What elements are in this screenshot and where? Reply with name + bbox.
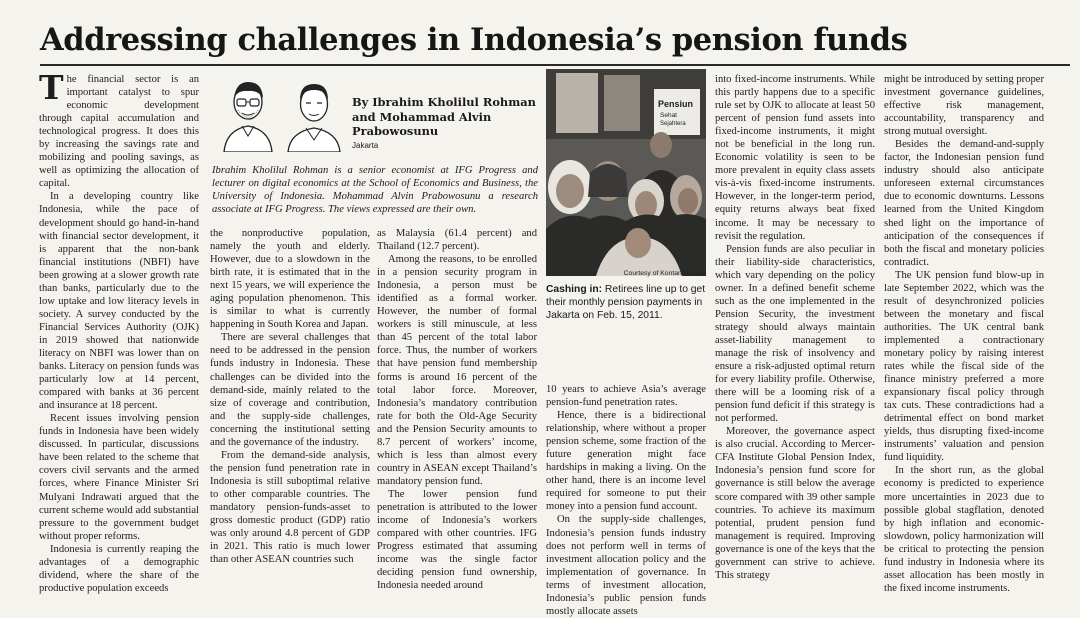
paragraph xyxy=(39,68,199,190)
paragraph: In the short run, as the global economy is predicted to experience more uncertainties in 2023 due to possible global stagflation, denoted by high inflation and economic-slowdown, policy harmonization will be critical to protecting the pension fund industry in Indonesia where its asset allocation has been mostly in the fixed income instruments. xyxy=(884,465,1044,594)
paragraph: as Malaysia (61.4 percent) and Thailand (12.7 percent). xyxy=(377,228,537,253)
paragraph: In a developing country like Indonesia, while the pace of development should go hand-in-hand with financial sector development, it is apparent that the non-bank financial institutions (NBFI) have been growing at a slower growth rate than banks, particularly due to the low uptake and low literacy levels in society. A survey conducted by the Financial Services Authority (OJK) in 2019 showed that nationwide literacy on NBFI was lower than on banks. Literacy on pension funds was particularly low at 14 percent, compared with banks at 36 percent and insurance at 18 percent. xyxy=(39,191,199,412)
paragraph: There are several challenges that need to be addressed in the pension funds industry in Indonesia. These challenges can be divided into the demand-side, mainly related to the size of coverage and contribution, and the supply-side challenges, concerning the institutional setting and the governance of the industry. xyxy=(210,332,370,448)
paragraph: Indonesia is currently reaping the advantages of a demographic dividend, where the share of the productive population exceeds xyxy=(39,543,199,594)
paragraph: Recent issues involving pension funds in Indonesia have been widely discussed. In particular, discussions have been related to the scheme that covers civil servants and the armed forces, where Finance Minister Sri Mulyani Indrawati argued that the current scheme would add substantial pressure to the government budget without proper reforms. xyxy=(39,413,199,542)
paragraph: into fixed-income instruments. While this partly happens due to a specific rule set by OJK to allocate at least 50 percent of pension fund assets into fixed-income instruments, it might not be beneficial in the long run. Economic volatility is seen to be more prevalent in equity class assets vis-à-vis fixed-income instruments. However, in the longer-term period, equity returns always beat fixed income. It may be necessary to revisit the regulation. xyxy=(715,74,875,242)
dateline: Jakarta xyxy=(352,141,379,150)
paragraph: 10 years to achieve Asia’s average pension-fund penetration rates. xyxy=(546,384,706,409)
paragraph: The lower pension fund penetration is attributed to the lower income of Indonesia’s workers compared with other countries. IFG Progress estimated that assuming income was the single factor deciding pension fund ownership, Indonesia needed around xyxy=(377,488,537,592)
column-3 xyxy=(377,227,537,592)
author-bio: Ibrahim Kholilul Rohman is a senior economist at IFG Progress and lecturer on digital economics at the School of Economics and Business, the University of Indonesia. Mohammad Alvin Prabowosunu a research associate at IFG Progress. The views expressed are their own. xyxy=(212,165,538,216)
paragraph: Pension funds are also peculiar in their liability-side characteristics, which vary depending on the policy owner. In a defined benefit scheme such as the one implemented in the Pension Security, the investment strategy should always maintain asset-liability management to manage the risk of insolvency and ensure a risk-adjusted optimal return for every liability profile. Otherwise, there will be a looming risk of a pension fund deficit if this strategy is not performed. xyxy=(715,243,875,425)
retirees-queue-photo xyxy=(546,69,706,276)
paragraph: might be introduced by setting proper investment governance guidelines, effective risk management, accountability, transparency and strong mutual oversight. xyxy=(884,74,1044,138)
paragraph: the nonproductive population, namely the youth and elderly. However, due to a slowdown in the birth rate, it is estimated that in the next 15 years, we will experience the aging population phenomenon. This is similar to what is currently happening in South Korea and Japan. xyxy=(210,228,370,331)
sign-pensiun: Pensiun xyxy=(658,99,694,109)
paragraph: From the demand-side analysis, the pension fund penetration rate in Indonesia is still suboptimal relative to other comparable countries. The mandatory pension-funds-asset to gross domestic product (GDP) ratio was only around 4.8 percent of GDP in 2021. This ratio is much lower than other ASEAN countries such xyxy=(210,449,370,566)
headline-rule xyxy=(40,64,1070,66)
author-portrait-rohman xyxy=(218,70,278,152)
news-photo xyxy=(546,69,706,276)
photo-credit: Courtesy of Kontan/Baihaki xyxy=(623,270,706,277)
author-portrait-prabowosunu xyxy=(284,70,344,152)
photo-caption xyxy=(546,283,706,322)
column-2 xyxy=(210,227,370,566)
paragraph: On the supply-side challenges, Indonesia’s pension funds industry does not perform well in terms of investment allocation policy and the implementation of governance. In terms of investment allocation, Indonesia’s public pension funds mostly allocate assets xyxy=(546,514,706,617)
paragraph-text: he financial sector is an important catalyst to spur economic development through capital accumulation and technological progress. It does this by increasing the savings rate and mobilizing and pooling savings, as well as optimizing the allocation of capital. xyxy=(39,74,199,190)
column-5 xyxy=(715,73,875,582)
paragraph: Besides the demand-and-supply factor, the Indonesian pension fund industry should also anticipate unforeseen external circumstances due to economic downturns. Lessons learned from the United Kingdom shed light on the importance of anticipation of the consequences if both the fiscal and monetary policies contradict. xyxy=(884,139,1044,268)
headline: Addressing challenges in Indonesia’s pension funds xyxy=(40,22,908,58)
paragraph: Moreover, the governance aspect is also crucial. According to Mercer-CFA Institute Global Pension Index, Indonesia’s pension fund score for governance is still below the average score compared with 39 other sample countries. To achieve its maximum potential, prudent pension fund management is required. Improving governance is one of the keys that the government can strive to achieve. This strategy xyxy=(715,426,875,581)
sign-sejahtera: Sejahtera xyxy=(660,121,686,127)
paragraph: Hence, there is a bidirectional relationship, where without a proper pension scheme, some fraction of the future generation might face hardships in making a living. On the other hand, there is an income level required for someone to put their money into a pension fund account. xyxy=(546,410,706,513)
column-6 xyxy=(884,73,1044,595)
column-4 xyxy=(546,383,706,618)
byline: By Ibrahim Kholilul Rohman and Mohammad Alvin Prabowosunu xyxy=(352,95,536,138)
drop-cap: T xyxy=(39,68,64,107)
author-portraits xyxy=(212,70,350,156)
sign-sehat: Sehat xyxy=(660,112,677,119)
paragraph: The UK pension fund blow-up in late September 2022, which was the result of desynchronized policies between the monetary and fiscal authorities. The UK central bank implemented a contractionary monetary policy by raising interest rates while the fiscal side of the finance ministry preferred a more expansionary fiscal policy through tax cuts. These contradictions had a detrimental effect on bond market yields, thus disrupting fixed-income instruments’ valuation and pension fund liquidity. xyxy=(884,269,1044,464)
column-1 xyxy=(39,68,199,595)
paragraph: Among the reasons, to be enrolled in a pension security program in Indonesia, a person must be identified as a formal worker. However, the number of formal workers is still minuscule, at less than 45 percent of the total labor force. Thus, the number of workers that have pension fund membership forms is around 16 percent of the total labor force. Moreover, Indonesia’s mandatory contribution rate for both the Old-Age Security and the Pension Security amounts to 8.7 percent of workers’ income, which is less than almost every country in ASEAN except Thailand’s mandatory pension fund. xyxy=(377,254,537,487)
caption-lead: Cashing in: xyxy=(546,284,603,295)
caption-text: Retirees line up to get their monthly pension payments in Jakarta on Feb. 15, 2011. xyxy=(546,284,706,322)
